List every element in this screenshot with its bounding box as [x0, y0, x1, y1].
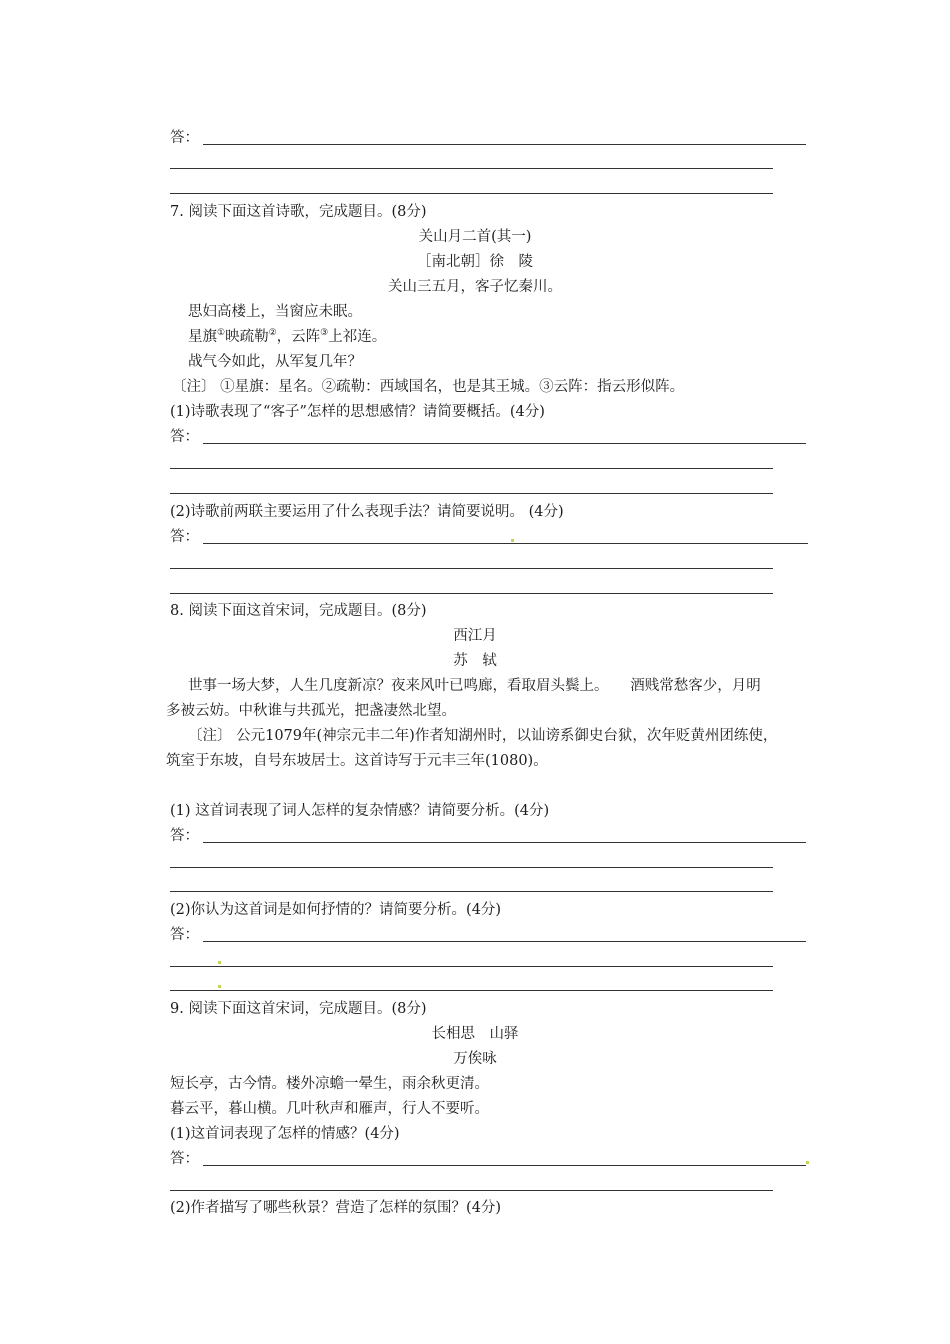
q8-note-2: 筑室于东坡，自号东坡居士。这首诗写于元丰三年(1080)。 — [166, 753, 548, 769]
answer-line[interactable] — [203, 842, 806, 843]
mark-dot — [511, 539, 514, 542]
q9-heading: 9. 阅读下面这首宋词，完成题目。(8分) — [170, 1001, 427, 1017]
q8-heading: 8. 阅读下面这首宋词，完成题目。(8分) — [170, 603, 427, 619]
q7-note: 〔注〕 ①星旗：星名。②疏勒：西域国名，也是其王城。③云阵：指云形似阵。 — [172, 379, 685, 395]
answer-line[interactable] — [203, 144, 806, 145]
answer-line[interactable] — [170, 193, 773, 194]
q8-note-1: 〔注〕 公元1079年(神宗元丰二年)作者知湖州时，以讪谤系御史台狱，次年贬黄州团练使， — [188, 728, 778, 744]
answer-line[interactable] — [170, 593, 773, 594]
answer-line[interactable] — [170, 1190, 773, 1191]
q8-sub1-question: (1) 这首词表现了词人怎样的复杂情感？请简要分析。(4分) — [170, 803, 550, 819]
answer-line[interactable] — [170, 168, 773, 169]
answer-line[interactable] — [170, 493, 773, 494]
answer-line[interactable] — [203, 543, 808, 544]
q8-poem-body-1: 世事一场大梦，人生几度新凉？夜来风叶已鸣廊，看取眉头鬓上。 酒贱常愁客少，月明 — [188, 678, 761, 694]
q9-poem-line-1: 短长亭，古今情。楼外凉蟾一晕生，雨余秋更清。 — [170, 1076, 489, 1092]
q7-sub1-question: (1)诗歌表现了“客子”怎样的思想感情？请简要概括。(4分) — [170, 404, 545, 420]
q9-sub1-answer-label: 答： — [170, 1151, 199, 1167]
q8-poem-title: 西江月 — [453, 628, 497, 644]
answer-line[interactable] — [203, 443, 806, 444]
q7-poem-line-2: 思妇高楼上，当窗应未眠。 — [188, 304, 362, 320]
q9-poem-title: 长相思 山驿 — [431, 1026, 519, 1042]
answer-line[interactable] — [203, 1165, 806, 1166]
answer-line[interactable] — [170, 966, 773, 967]
mark-dot — [218, 961, 221, 964]
q8-sub2-answer-label: 答： — [170, 927, 199, 943]
q7-sub2-question: (2)诗歌前两联主要运用了什么表现手法？请简要说明。 (4分) — [170, 504, 564, 520]
mark-dot — [218, 985, 221, 988]
answer-line[interactable] — [170, 568, 773, 569]
q7-poem-author: ［南北朝］徐 陵 — [417, 254, 533, 270]
q7-sub2-answer-label: 答： — [170, 529, 199, 545]
q9-sub2-question: (2)作者描写了哪些秋景？营造了怎样的氛围？(4分) — [170, 1200, 502, 1216]
answer-line[interactable] — [170, 990, 773, 991]
q7-poem-line-3: 星旗①映疏勒②，云阵③上祁连。 — [188, 328, 387, 345]
q7-sub1-answer-label: 答： — [170, 429, 199, 445]
answer-line[interactable] — [203, 941, 806, 942]
answer-line[interactable] — [170, 867, 773, 868]
q8-poem-author: 苏 轼 — [453, 653, 497, 669]
q8-sub2-question: (2)你认为这首词是如何抒情的？请简要分析。(4分) — [170, 902, 502, 918]
q7-poem-title: 关山月二首(其一) — [418, 229, 532, 245]
q7-poem-line-1: 关山三五月，客子忆秦川。 — [388, 279, 562, 295]
q8-sub1-answer-label: 答： — [170, 828, 199, 844]
q9-poem-line-2: 暮云平，暮山横。几叶秋声和雁声，行人不要听。 — [170, 1101, 489, 1117]
answer-line[interactable] — [170, 468, 773, 469]
q7-heading: 7. 阅读下面这首诗歌，完成题目。(8分) — [170, 204, 427, 220]
mark-dot — [806, 1161, 809, 1164]
q9-poem-author: 万俟咏 — [453, 1051, 497, 1067]
q9-sub1-question: (1)这首词表现了怎样的情感？(4分) — [170, 1126, 400, 1142]
answer-line[interactable] — [170, 891, 773, 892]
top-answer-label: 答： — [170, 130, 199, 146]
q7-poem-line-4: 战气今如此，从军复几年？ — [188, 354, 362, 370]
q8-poem-body-2: 多被云妨。中秋谁与共孤光，把盏凄然北望。 — [166, 703, 456, 719]
